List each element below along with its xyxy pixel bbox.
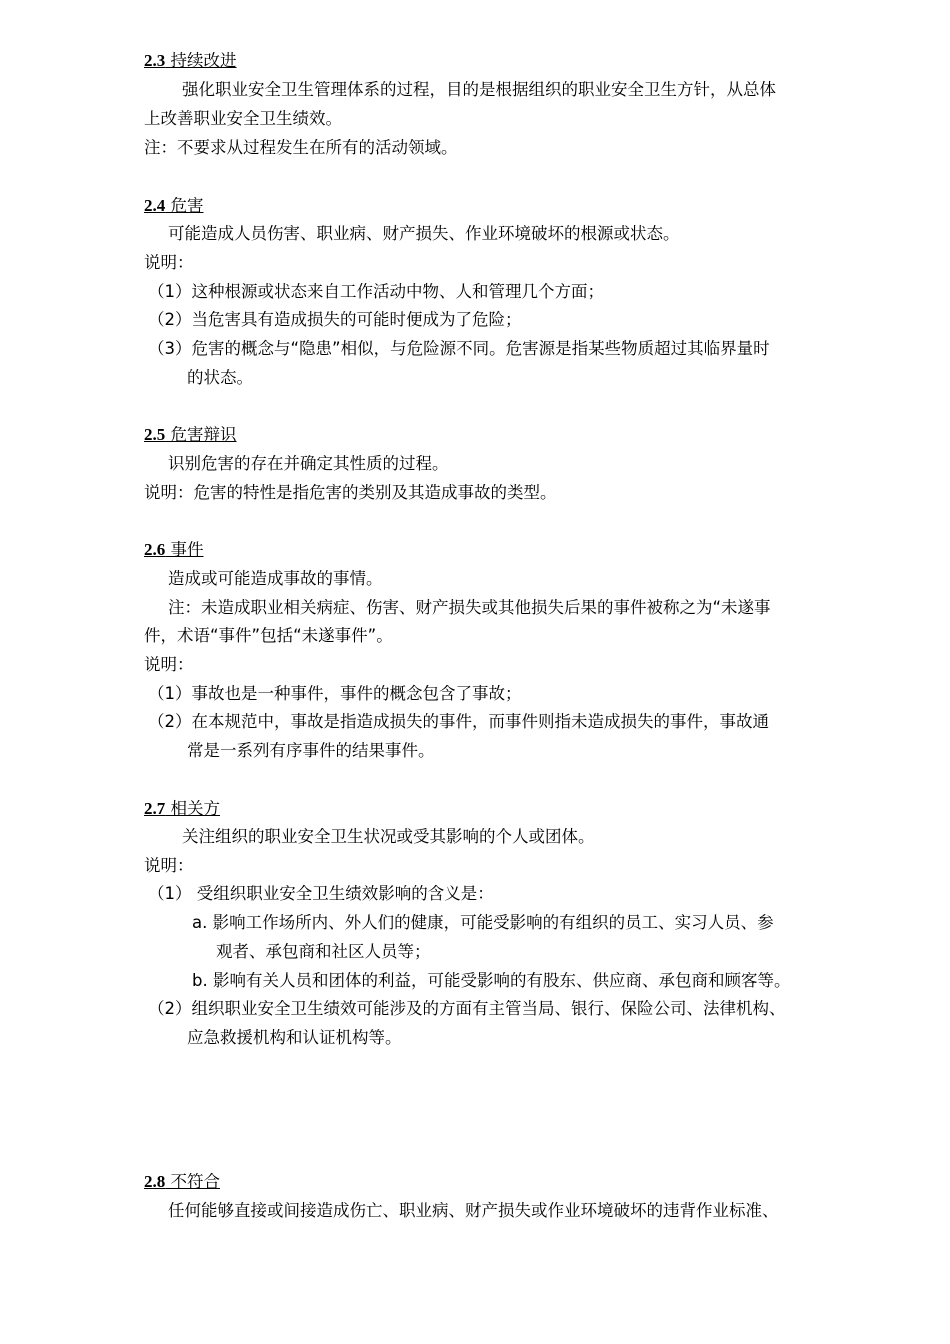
list-item: （2）在本规范中，事故是指造成损失的事件，而事件则指未造成损失的事件，事故通 [148,712,769,731]
section-heading-2-4: 2.4 危害 [144,196,204,215]
list-item: （3）危害的概念与“隐患”相似，与危险源不同。危害源是指某些物质超过其临界量时 [148,339,770,358]
note-line: 件，术语“事件”包括“未遂事件”。 [144,626,393,645]
paragraph-line: 任何能够直接或间接造成伤亡、职业病、财产损失或作业环境破坏的违背作业标准、 [168,1201,779,1220]
sub-list-item: b. 影响有关人员和团体的利益，可能受影响的有股东、供应商、承包商和顾客等。 [192,971,791,990]
note-line: 注：不要求从过程发生在所有的活动领域。 [144,138,458,157]
list-item: （1） 受组织职业安全卫生绩效影响的含义是： [148,884,494,903]
list-item: （2）当危害具有造成损失的可能时便成为了危险； [148,310,522,329]
list-item: （2）组织职业安全卫生绩效可能涉及的方面有主管当局、银行、保险公司、法律机构、 [148,999,786,1018]
paragraph-line: 造成或可能造成事故的事情。 [168,569,383,588]
paragraph-line: 关注组织的职业安全卫生状况或受其影响的个人或团体。 [182,827,595,846]
section-heading-2-3: 2.3 持续改进 [144,51,237,70]
paragraph-line: 上改善职业安全卫生绩效。 [144,109,342,128]
sub-list-item: a. 影响工作场所内、外人们的健康，可能受影响的有组织的员工、实习人员、参 [192,913,774,932]
explanation-label: 说明： [144,253,194,272]
sub-list-item-continuation: 观者、承包商和社区人员等； [216,942,431,961]
list-item: （1）这种根源或状态来自工作活动中物、人和管理几个方面； [148,282,604,301]
paragraph-line: 强化职业安全卫生管理体系的过程，目的是根据组织的职业安全卫生方针，从总体 [182,80,776,99]
paragraph-line: 可能造成人员伤害、职业病、财产损失、作业环境破坏的根源或状态。 [168,224,680,243]
section-heading-2-8: 2.8 不符合 [144,1172,220,1191]
explanation-line: 说明：危害的特性是指危害的类别及其造成事故的类型。 [144,483,557,502]
section-heading-2-5: 2.5 危害辩识 [144,425,237,444]
section-heading-2-7: 2.7 相关方 [144,799,220,818]
explanation-label: 说明： [144,655,194,674]
explanation-label: 说明： [144,856,194,875]
section-heading-2-6: 2.6 事件 [144,540,204,559]
list-item-continuation: 的状态。 [187,368,253,387]
list-item: （1）事故也是一种事件，事件的概念包含了事故； [148,684,522,703]
list-item-continuation: 应急救援机构和认证机构等。 [187,1028,402,1047]
paragraph-line: 识别危害的存在并确定其性质的过程。 [168,454,449,473]
note-line: 注：未造成职业相关病症、伤害、财产损失或其他损失后果的事件被称之为“未遂事 [168,598,771,617]
list-item-continuation: 常是一系列有序事件的结果事件。 [187,741,435,760]
